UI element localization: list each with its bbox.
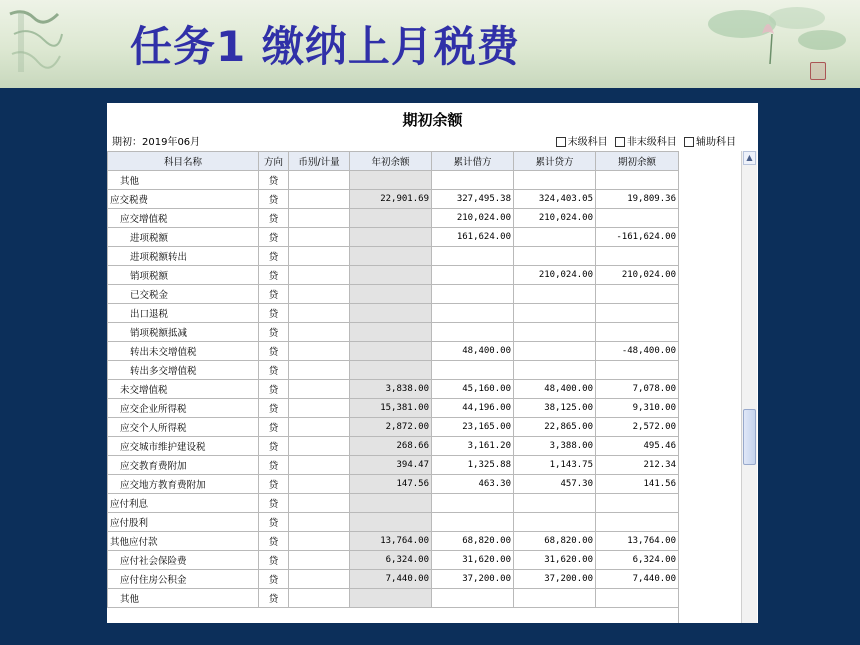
opening-cell[interactable]: 2,572.00: [596, 418, 679, 437]
col-header-debit[interactable]: 累计借方: [432, 152, 514, 171]
credit-cell[interactable]: 68,820.00: [514, 532, 596, 551]
debit-cell[interactable]: 1,325.88: [432, 456, 514, 475]
account-name-cell[interactable]: 其他应付款: [108, 532, 259, 551]
table-row[interactable]: [108, 361, 679, 380]
currency-cell[interactable]: [289, 456, 350, 475]
opening-cell[interactable]: 495.46: [596, 437, 679, 456]
table-row[interactable]: [108, 247, 679, 266]
credit-cell[interactable]: [514, 361, 596, 380]
account-name-cell[interactable]: 应交地方教育费附加: [108, 475, 259, 494]
table-row[interactable]: [108, 418, 679, 437]
account-name-cell[interactable]: 应付住房公积金: [108, 570, 259, 589]
year-opening-cell[interactable]: [350, 266, 432, 285]
credit-cell[interactable]: 37,200.00: [514, 570, 596, 589]
account-name-cell[interactable]: 应交增值税: [108, 209, 259, 228]
currency-cell[interactable]: [289, 228, 350, 247]
debit-cell[interactable]: [432, 304, 514, 323]
debit-cell[interactable]: 210,024.00: [432, 209, 514, 228]
credit-cell[interactable]: [514, 171, 596, 190]
credit-cell[interactable]: [514, 228, 596, 247]
debit-cell[interactable]: 68,820.00: [432, 532, 514, 551]
credit-cell[interactable]: [514, 323, 596, 342]
credit-cell[interactable]: [514, 304, 596, 323]
debit-cell[interactable]: [432, 494, 514, 513]
account-name-cell[interactable]: 出口退税: [108, 304, 259, 323]
account-name-cell[interactable]: 应交城市维护建设税: [108, 437, 259, 456]
credit-cell[interactable]: [514, 285, 596, 304]
account-name-cell[interactable]: 销项税额抵减: [108, 323, 259, 342]
opening-cell[interactable]: 7,078.00: [596, 380, 679, 399]
direction-cell[interactable]: 贷: [259, 456, 289, 475]
year-opening-cell[interactable]: [350, 589, 432, 608]
currency-cell[interactable]: [289, 570, 350, 589]
table-row[interactable]: [108, 513, 679, 532]
opening-cell[interactable]: 141.56: [596, 475, 679, 494]
table-header-row: [108, 152, 679, 171]
vertical-scrollbar[interactable]: [741, 151, 757, 623]
direction-cell[interactable]: 贷: [259, 361, 289, 380]
opening-cell[interactable]: -161,624.00: [596, 228, 679, 247]
account-name-cell[interactable]: 应付社会保险费: [108, 551, 259, 570]
direction-cell[interactable]: 贷: [259, 589, 289, 608]
year-opening-cell[interactable]: 7,440.00: [350, 570, 432, 589]
col-header-direction[interactable]: 方向: [259, 152, 289, 171]
year-opening-cell[interactable]: [350, 513, 432, 532]
option-nonleaf-accounts[interactable]: 非末级科目: [626, 137, 677, 148]
opening-cell[interactable]: [596, 247, 679, 266]
window-title: 期初余额: [402, 111, 463, 129]
credit-cell[interactable]: [514, 247, 596, 266]
opening-cell[interactable]: [596, 513, 679, 532]
option-aux-accounts[interactable]: 辅助科目: [696, 137, 736, 148]
opening-cell[interactable]: [596, 589, 679, 608]
currency-cell[interactable]: [289, 285, 350, 304]
slide-banner: [0, 0, 860, 88]
currency-cell[interactable]: [289, 304, 350, 323]
table-row[interactable]: [108, 285, 679, 304]
currency-cell[interactable]: [289, 380, 350, 399]
direction-cell[interactable]: 贷: [259, 323, 289, 342]
account-name-cell[interactable]: 未交增值税: [108, 380, 259, 399]
account-name-cell[interactable]: 应交税费: [108, 190, 259, 209]
direction-cell[interactable]: 贷: [259, 570, 289, 589]
table-row[interactable]: [108, 494, 679, 513]
direction-cell[interactable]: 贷: [259, 399, 289, 418]
account-name-cell[interactable]: 进项税额转出: [108, 247, 259, 266]
direction-cell[interactable]: 贷: [259, 247, 289, 266]
credit-cell[interactable]: 22,865.00: [514, 418, 596, 437]
account-name-cell[interactable]: 其他: [108, 171, 259, 190]
account-name-cell[interactable]: 应交教育费附加: [108, 456, 259, 475]
direction-cell[interactable]: 贷: [259, 437, 289, 456]
currency-cell[interactable]: [289, 494, 350, 513]
debit-cell[interactable]: 44,196.00: [432, 399, 514, 418]
year-opening-cell[interactable]: 22,901.69: [350, 190, 432, 209]
currency-cell[interactable]: [289, 266, 350, 285]
credit-cell[interactable]: 324,403.05: [514, 190, 596, 209]
opening-cell[interactable]: -48,400.00: [596, 342, 679, 361]
period-label: 期初：2019年06月: [112, 137, 201, 148]
credit-cell[interactable]: [514, 342, 596, 361]
year-opening-cell[interactable]: 15,381.00: [350, 399, 432, 418]
direction-cell[interactable]: 贷: [259, 266, 289, 285]
debit-cell[interactable]: 37,200.00: [432, 570, 514, 589]
table-row[interactable]: [108, 323, 679, 342]
debit-cell[interactable]: [432, 323, 514, 342]
year-opening-cell[interactable]: 147.56: [350, 475, 432, 494]
balance-table: [107, 151, 679, 608]
account-name-cell[interactable]: 销项税额: [108, 266, 259, 285]
debit-cell[interactable]: 31,620.00: [432, 551, 514, 570]
checkbox-icon[interactable]: [684, 137, 694, 147]
calligraphy-decoration-icon: [4, 4, 66, 78]
currency-cell[interactable]: [289, 342, 350, 361]
direction-cell[interactable]: 贷: [259, 285, 289, 304]
credit-cell[interactable]: 31,620.00: [514, 551, 596, 570]
account-name-cell[interactable]: 转出未交增值税: [108, 342, 259, 361]
credit-cell[interactable]: 210,024.00: [514, 209, 596, 228]
col-header-credit[interactable]: 累计贷方: [514, 152, 596, 171]
opening-cell[interactable]: [596, 209, 679, 228]
year-opening-cell[interactable]: [350, 209, 432, 228]
year-opening-cell[interactable]: [350, 323, 432, 342]
direction-cell[interactable]: 贷: [259, 190, 289, 209]
scroll-up-arrow-icon[interactable]: ▲: [743, 151, 756, 165]
currency-cell[interactable]: [289, 551, 350, 570]
opening-cell[interactable]: [596, 361, 679, 380]
year-opening-cell[interactable]: [350, 247, 432, 266]
debit-cell[interactable]: 3,161.20: [432, 437, 514, 456]
year-opening-cell[interactable]: [350, 342, 432, 361]
opening-cell[interactable]: [596, 494, 679, 513]
account-name-cell[interactable]: 转出多交增值税: [108, 361, 259, 380]
table-row[interactable]: [108, 266, 679, 285]
year-opening-cell[interactable]: [350, 361, 432, 380]
currency-cell[interactable]: [289, 532, 350, 551]
year-opening-cell[interactable]: 394.47: [350, 456, 432, 475]
table-row[interactable]: [108, 437, 679, 456]
direction-cell[interactable]: 贷: [259, 513, 289, 532]
currency-cell[interactable]: [289, 399, 350, 418]
currency-cell[interactable]: [289, 323, 350, 342]
account-name-cell[interactable]: 应交企业所得税: [108, 399, 259, 418]
year-opening-cell[interactable]: 268.66: [350, 437, 432, 456]
direction-cell[interactable]: 贷: [259, 551, 289, 570]
table-row[interactable]: [108, 570, 679, 589]
table-row[interactable]: [108, 304, 679, 323]
debit-cell[interactable]: 23,165.00: [432, 418, 514, 437]
direction-cell[interactable]: 贷: [259, 494, 289, 513]
table-row[interactable]: [108, 399, 679, 418]
debit-cell[interactable]: [432, 247, 514, 266]
account-name-cell[interactable]: 已交税金: [108, 285, 259, 304]
currency-cell[interactable]: [289, 475, 350, 494]
table-row[interactable]: [108, 532, 679, 551]
direction-cell[interactable]: 贷: [259, 380, 289, 399]
opening-cell[interactable]: [596, 171, 679, 190]
debit-cell[interactable]: [432, 361, 514, 380]
col-header-opening[interactable]: 期初余额: [596, 152, 679, 171]
debit-cell[interactable]: [432, 285, 514, 304]
year-opening-cell[interactable]: 6,324.00: [350, 551, 432, 570]
currency-cell[interactable]: [289, 513, 350, 532]
lotus-decoration-icon: [702, 4, 852, 84]
account-name-cell[interactable]: 进项税额: [108, 228, 259, 247]
direction-cell[interactable]: 贷: [259, 228, 289, 247]
debit-cell[interactable]: [432, 589, 514, 608]
direction-cell[interactable]: 贷: [259, 418, 289, 437]
debit-cell[interactable]: 327,495.38: [432, 190, 514, 209]
table-row[interactable]: [108, 456, 679, 475]
seal-icon: [810, 62, 826, 80]
opening-cell[interactable]: 7,440.00: [596, 570, 679, 589]
checkbox-icon[interactable]: [615, 137, 625, 147]
opening-cell[interactable]: [596, 285, 679, 304]
year-opening-cell[interactable]: [350, 171, 432, 190]
opening-cell[interactable]: [596, 304, 679, 323]
option-leaf-accounts[interactable]: 末级科目: [567, 137, 608, 148]
year-opening-cell[interactable]: 13,764.00: [350, 532, 432, 551]
credit-cell[interactable]: 3,388.00: [514, 437, 596, 456]
debit-cell[interactable]: 48,400.00: [432, 342, 514, 361]
credit-cell[interactable]: [514, 494, 596, 513]
year-opening-cell[interactable]: 3,838.00: [350, 380, 432, 399]
debit-cell[interactable]: [432, 171, 514, 190]
opening-cell[interactable]: 212.34: [596, 456, 679, 475]
credit-cell[interactable]: [514, 513, 596, 532]
direction-cell[interactable]: 贷: [259, 342, 289, 361]
filter-options: [552, 133, 736, 148]
table-row[interactable]: [108, 209, 679, 228]
table-row[interactable]: [108, 190, 679, 209]
opening-cell[interactable]: 6,324.00: [596, 551, 679, 570]
scrollbar-thumb[interactable]: [743, 409, 756, 465]
credit-cell[interactable]: 38,125.00: [514, 399, 596, 418]
table-row[interactable]: [108, 228, 679, 247]
debit-cell[interactable]: 463.30: [432, 475, 514, 494]
table-row[interactable]: [108, 171, 679, 190]
credit-cell[interactable]: 457.30: [514, 475, 596, 494]
opening-cell[interactable]: 19,809.36: [596, 190, 679, 209]
debit-cell[interactable]: [432, 513, 514, 532]
currency-cell[interactable]: [289, 190, 350, 209]
account-name-cell[interactable]: 应付股利: [108, 513, 259, 532]
opening-balance-window: [107, 103, 758, 623]
table-row[interactable]: [108, 475, 679, 494]
table-row[interactable]: [108, 342, 679, 361]
currency-cell[interactable]: [289, 589, 350, 608]
col-header-year-opening[interactable]: 年初余额: [350, 152, 432, 171]
currency-cell[interactable]: [289, 171, 350, 190]
year-opening-cell[interactable]: 2,872.00: [350, 418, 432, 437]
year-opening-cell[interactable]: [350, 304, 432, 323]
opening-cell[interactable]: 210,024.00: [596, 266, 679, 285]
year-opening-cell[interactable]: [350, 285, 432, 304]
credit-cell[interactable]: 1,143.75: [514, 456, 596, 475]
account-name-cell[interactable]: 应交个人所得税: [108, 418, 259, 437]
opening-cell[interactable]: [596, 323, 679, 342]
currency-cell[interactable]: [289, 437, 350, 456]
account-name-cell[interactable]: 应付利息: [108, 494, 259, 513]
direction-cell[interactable]: 贷: [259, 532, 289, 551]
col-header-currency[interactable]: 币别/计量: [289, 152, 350, 171]
debit-cell[interactable]: 161,624.00: [432, 228, 514, 247]
col-header-account[interactable]: 科目名称: [108, 152, 259, 171]
currency-cell[interactable]: [289, 418, 350, 437]
checkbox-icon[interactable]: [556, 137, 566, 147]
debit-cell[interactable]: [432, 266, 514, 285]
direction-cell[interactable]: 贷: [259, 209, 289, 228]
table-row[interactable]: [108, 551, 679, 570]
credit-cell[interactable]: 48,400.00: [514, 380, 596, 399]
credit-cell[interactable]: [514, 589, 596, 608]
year-opening-cell[interactable]: [350, 228, 432, 247]
account-name-cell[interactable]: 其他: [108, 589, 259, 608]
currency-cell[interactable]: [289, 361, 350, 380]
slide-title: 任务1 缴纳上月税费: [130, 22, 520, 71]
credit-cell[interactable]: 210,024.00: [514, 266, 596, 285]
direction-cell[interactable]: 贷: [259, 475, 289, 494]
direction-cell[interactable]: 贷: [259, 171, 289, 190]
table-row[interactable]: [108, 380, 679, 399]
blank-panel: [678, 151, 742, 623]
opening-cell[interactable]: 13,764.00: [596, 532, 679, 551]
currency-cell[interactable]: [289, 247, 350, 266]
table-row[interactable]: [108, 589, 679, 608]
direction-cell[interactable]: 贷: [259, 304, 289, 323]
year-opening-cell[interactable]: [350, 494, 432, 513]
currency-cell[interactable]: [289, 209, 350, 228]
debit-cell[interactable]: 45,160.00: [432, 380, 514, 399]
opening-cell[interactable]: 9,310.00: [596, 399, 679, 418]
